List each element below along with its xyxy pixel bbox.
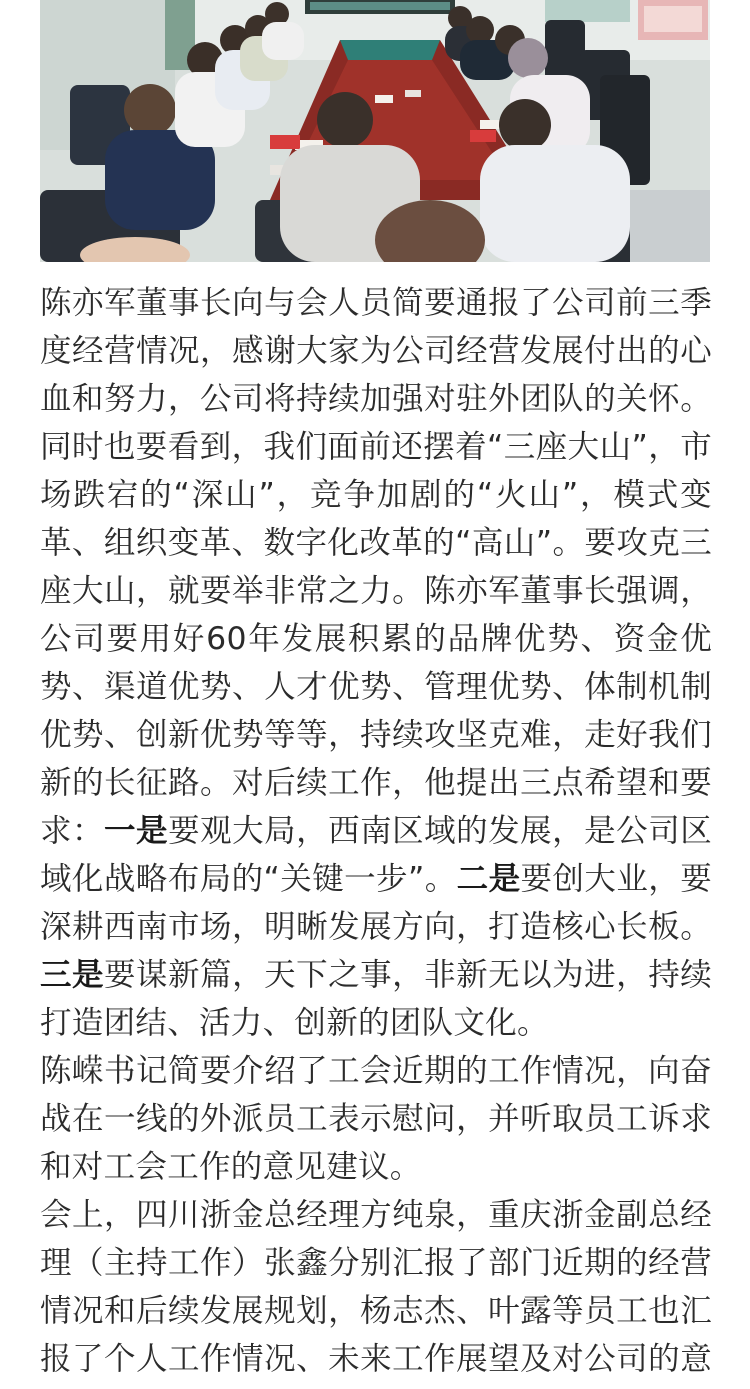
article-line: 报了个人工作情况、未来工作展望及对公司的意 — [40, 1341, 712, 1377]
article-line: 座大山，就要举非常之力。陈亦军董事长强调， — [40, 573, 712, 609]
meeting-photo — [40, 0, 710, 262]
article-line: 陈亦军董事长向与会人员简要通报了公司前三季 — [40, 285, 712, 321]
article-line: 战在一线的外派员工表示慰问，并听取员工诉求 — [40, 1101, 712, 1137]
article-line: 和对工会工作的意见建议。 — [40, 1149, 422, 1185]
article-line: 血和努力，公司将持续加强对驻外团队的关怀。 — [40, 381, 712, 417]
text-segment: 求： — [40, 813, 105, 849]
text-segment: 要观大局，西南区域的发展，是公司区 — [168, 813, 713, 849]
article-line-request — [40, 951, 712, 999]
article-line: 打造团结、活力、创新的团队文化。 — [40, 1005, 549, 1041]
point-one-label: 一是 — [104, 813, 169, 849]
article-line: 革、组织变革、数字化改革的“高山”。要攻克三 — [40, 525, 712, 561]
text-segment: 要谋新篇，天下之事，非新无以为进，持续 — [104, 957, 713, 993]
point-two-label: 二是 — [456, 861, 521, 897]
meeting-photo-illustration — [40, 0, 710, 262]
article-line: 情况和后续发展规划，杨志杰、叶露等员工也汇 — [40, 1293, 712, 1329]
article-line: 会上，四川浙金总经理方纯泉，重庆浙金副总经 — [40, 1197, 712, 1233]
text-segment: 要创大业，要 — [520, 861, 712, 897]
article-line: 势、渠道优势、人才优势、管理优势、体制机制 — [40, 669, 712, 705]
article-line: 优势、创新优势等等，持续攻坚克难，走好我们 — [40, 717, 712, 753]
text-segment: 域化战略布局的“关键一步”。 — [40, 861, 457, 897]
article-body — [40, 279, 712, 1383]
article-line: 新的长征路。对后续工作，他提出三点希望和要 — [40, 765, 712, 801]
article-line-request — [40, 855, 712, 903]
article-line: 深耕西南市场，明晰发展方向，打造核心长板。 — [40, 909, 712, 945]
article-line: 场跌宕的“深山”，竞争加剧的“火山”，模式变 — [40, 477, 712, 513]
article-line: 公司要用好60年发展积累的品牌优势、资金优 — [40, 621, 712, 657]
article-line: 度经营情况，感谢大家为公司经营发展付出的心 — [40, 333, 712, 369]
article-line: 同时也要看到，我们面前还摆着“三座大山”，市 — [40, 429, 712, 465]
article-line: 理（主持工作）张鑫分别汇报了部门近期的经营 — [40, 1245, 712, 1281]
article-line-request — [40, 807, 712, 855]
point-three-label: 三是 — [40, 957, 105, 993]
article-line: 陈嵘书记简要介绍了工会近期的工作情况，向奋 — [40, 1053, 712, 1089]
